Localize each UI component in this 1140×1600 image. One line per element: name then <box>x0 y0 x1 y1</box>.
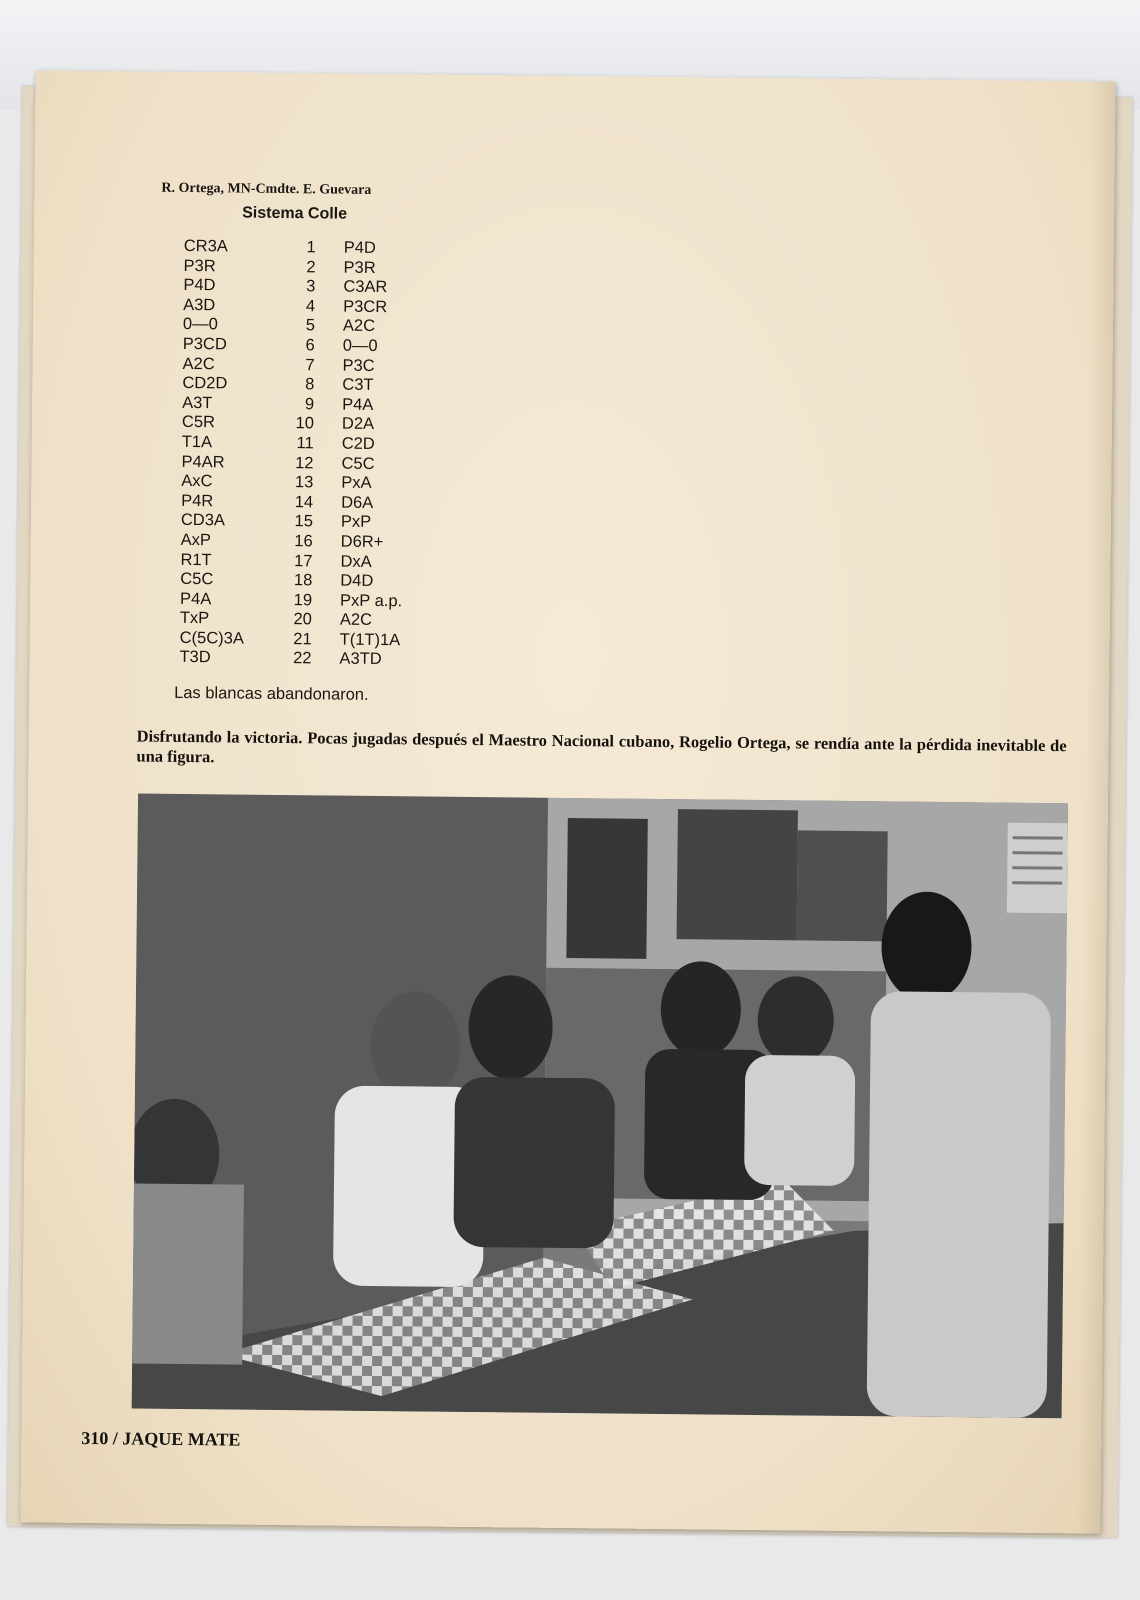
white-move: R1T <box>180 550 212 569</box>
black-move: P4A <box>342 395 374 414</box>
black-move: 0—0 <box>342 336 378 355</box>
white-move: A3T <box>182 393 213 413</box>
black-move: D4D <box>340 571 374 591</box>
black-move: C5C <box>341 454 375 473</box>
white-move: P4AR <box>181 452 225 471</box>
black-move: P4D <box>343 238 376 257</box>
white-move: 0—0 <box>182 315 218 334</box>
black-move: P3C <box>342 356 375 375</box>
move-number: 6 <box>305 336 315 355</box>
black-move: A2C <box>342 316 376 336</box>
game-players: R. Ortega, MN-Cmdte. E. Guevara <box>161 180 372 198</box>
chess-match-photo <box>132 793 1068 1418</box>
black-move: D2A <box>341 414 375 434</box>
move-number: 13 <box>294 473 314 492</box>
move-number: 11 <box>296 434 314 453</box>
white-move: TxP <box>179 609 210 628</box>
move-number: 20 <box>293 610 312 629</box>
black-move: T(1T)1A <box>339 630 401 650</box>
opening-name: Sistema Colle <box>242 204 348 223</box>
white-move: CD2D <box>182 374 228 393</box>
white-move: A3D <box>183 295 216 315</box>
move-number: 5 <box>305 316 316 335</box>
move-number: 21 <box>293 629 312 649</box>
move-number: 8 <box>305 375 315 394</box>
white-move: C(5C)3A <box>179 628 244 648</box>
move-number: 17 <box>294 551 313 570</box>
white-move: T1A <box>181 432 213 452</box>
white-move: T3D <box>179 648 211 667</box>
white-move: AxP <box>180 530 212 550</box>
move-number: 15 <box>294 512 314 531</box>
white-move: C5C <box>180 570 214 589</box>
black-move: P3R <box>343 258 376 277</box>
moves-table <box>179 237 463 671</box>
move-number: 10 <box>295 414 315 433</box>
white-move: CD3A <box>180 511 226 530</box>
move-number: 18 <box>293 571 313 590</box>
move-number: 22 <box>293 649 312 668</box>
move-number: 1 <box>306 238 316 257</box>
move-number: 19 <box>293 590 313 609</box>
game-result: Las blancas abandonaron. <box>174 683 369 704</box>
black-move: C3AR <box>343 277 388 297</box>
white-move: P4D <box>183 276 216 295</box>
black-move: P3CR <box>343 297 388 316</box>
page-footer: 310 / JAQUE MATE <box>81 1427 241 1450</box>
move-number: 12 <box>295 453 314 472</box>
black-move: PxP <box>340 512 372 532</box>
black-move: C3T <box>342 375 374 395</box>
move-number: 7 <box>305 355 315 374</box>
move-number: 14 <box>294 492 314 512</box>
black-move: DxA <box>340 552 372 571</box>
move-number: 4 <box>305 297 316 316</box>
white-move: P3CD <box>182 334 227 354</box>
black-move: D6A <box>341 493 374 512</box>
white-move: P4A <box>180 589 212 608</box>
move-number: 3 <box>306 277 316 296</box>
move-number: 2 <box>306 257 316 276</box>
move-number: 16 <box>294 532 313 551</box>
black-move: A3TD <box>339 650 382 669</box>
move-number: 9 <box>304 394 315 414</box>
black-move: PxA <box>341 473 372 493</box>
white-move: C5R <box>181 413 216 432</box>
black-move: PxP a.p. <box>340 591 403 610</box>
white-move: CR3A <box>183 236 228 256</box>
white-move: P3R <box>183 256 216 275</box>
black-move: C2D <box>341 434 375 453</box>
white-move: P4R <box>181 491 214 510</box>
black-move: D6R+ <box>340 532 384 551</box>
magazine-page <box>20 70 1115 1533</box>
black-move: A2C <box>339 610 373 630</box>
move-row <box>179 648 459 671</box>
white-move: A2C <box>182 354 215 373</box>
photo-caption: Disfrutando la victoria. Pocas jugadas después el Maestro Nacional cubano, Rogelio Ortega, se rendía ante la pérdida inevitable de una figura. <box>136 726 1067 767</box>
white-move: AxC <box>181 472 213 491</box>
